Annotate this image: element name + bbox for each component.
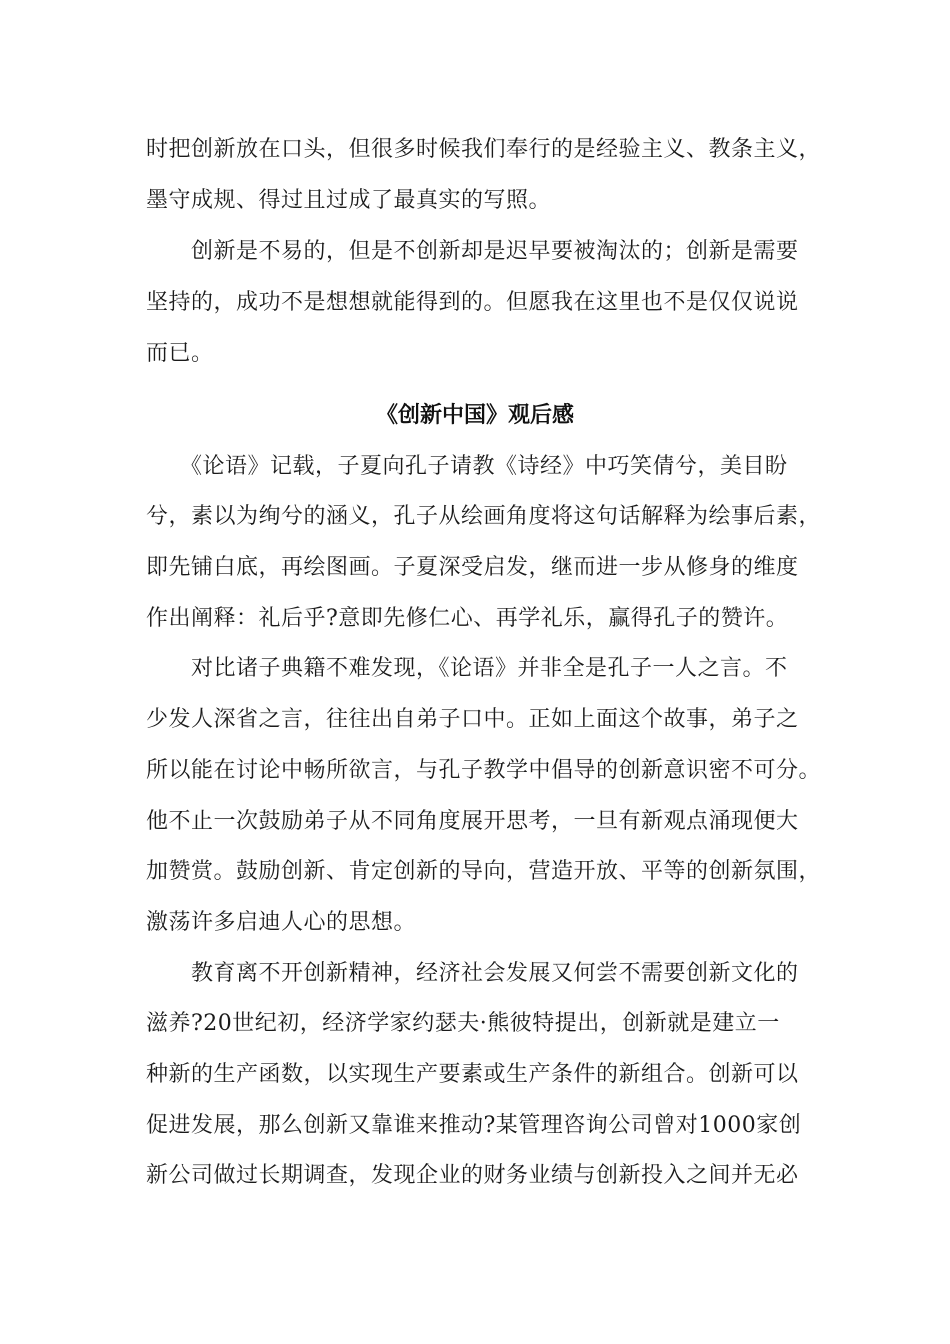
text-line: 作出阐释：礼后乎?意即先修仁心、再学礼乐，赢得孔子的赞许。 bbox=[146, 606, 789, 631]
text-line: 激荡许多启迪人心的思想。 bbox=[146, 910, 417, 935]
text-line: 墨守成规、得过且过成了最真实的写照。 bbox=[146, 188, 552, 213]
text-line: 滋养?20世纪初，经济学家约瑟夫·熊彼特提出，创新就是建立一 bbox=[146, 1011, 780, 1036]
text-line: 少发人深省之言，往往出自弟子口中。正如上面这个故事，弟子之 bbox=[146, 707, 799, 732]
text-line: 而已。 bbox=[146, 341, 214, 366]
section-title: 《创新中国》观后感 bbox=[375, 403, 574, 428]
text-line: 所以能在讨论中畅所欲言，与孔子教学中倡导的创新意识密不可分。 bbox=[146, 758, 822, 783]
text-line: 创新是不易的，但是不创新却是迟早要被淘汰的；创新是需要 bbox=[146, 239, 799, 264]
text-line: 《论语》记载，子夏向孔子请教《诗经》中巧笑倩兮，美目盼 bbox=[146, 454, 788, 479]
text-line: 时把创新放在口头，但很多时候我们奉行的是经验主义、教条主义， bbox=[146, 137, 822, 162]
text-line: 兮，素以为绚兮的涵义，孔子从绘画角度将这句话解释为绘事后素， bbox=[146, 504, 822, 529]
text-line: 他不止一次鼓励弟子从不同角度展开思考，一旦有新观点涌现便大 bbox=[146, 809, 799, 834]
text-line: 对比诸子典籍不难发现，《论语》并非全是孔子一人之言。不 bbox=[146, 656, 788, 681]
text-line: 即先铺白底，再绘图画。子夏深受启发，继而进一步从修身的维度 bbox=[146, 555, 799, 580]
text-line: 种新的生产函数，以实现生产要素或生产条件的新组合。创新可以 bbox=[146, 1062, 799, 1087]
text-line: 加赞赏。鼓励创新、肯定创新的导向，营造开放、平等的创新氛围， bbox=[146, 859, 822, 884]
text-line: 新公司做过长期调查，发现企业的财务业绩与创新投入之间并无必 bbox=[146, 1163, 799, 1188]
text-line: 教育离不开创新精神，经济社会发展又何尝不需要创新文化的 bbox=[146, 961, 799, 986]
text-line: 坚持的，成功不是想想就能得到的。但愿我在这里也不是仅仅说说 bbox=[146, 290, 799, 315]
text-line: 促进发展，那么创新又靠谁来推动?某管理咨询公司曾对1000家创 bbox=[146, 1113, 802, 1138]
